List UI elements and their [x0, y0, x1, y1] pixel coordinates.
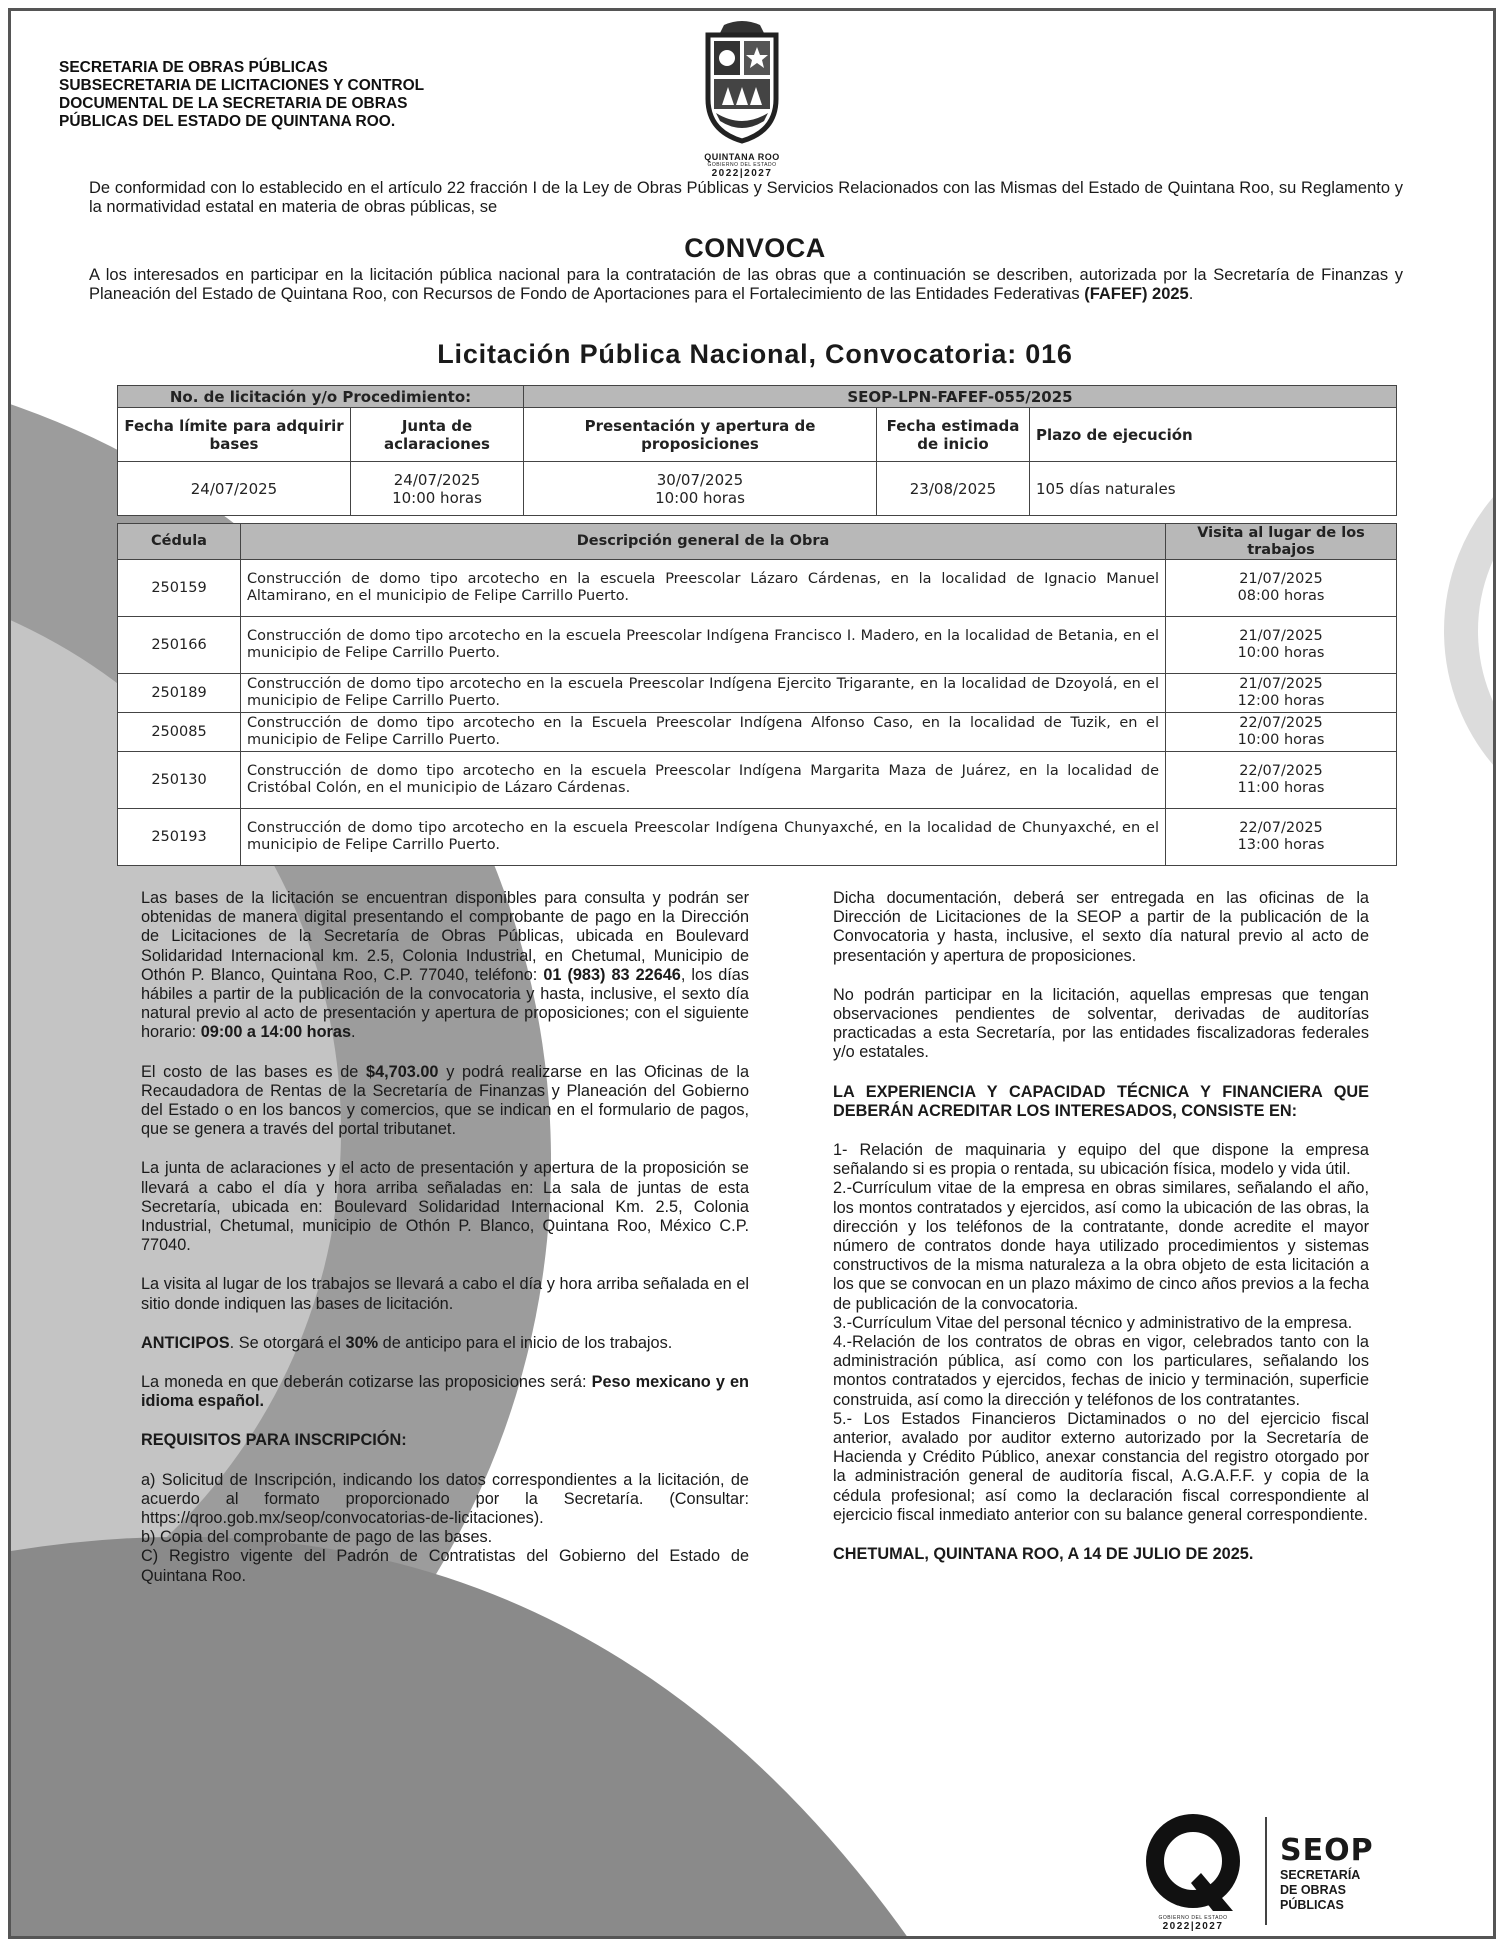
experiencia-title: [833, 1083, 1369, 1121]
visita-paragraph: La visita al lugar de los trabajos se llevará a cabo el día y hora arriba señalada en el sitio donde indiquen las bases de licitación.: [141, 1275, 749, 1313]
closing-text: CHETUMAL, QUINTANA ROO, A 14 DE JULIO DE 2025.: [833, 1545, 1254, 1564]
header-cedula: Cédula: [118, 524, 241, 560]
procedure-table: [117, 385, 1397, 516]
cost-text-cont: y podrá realizarse en las Oficinas de la Recaudadora de Rentas de la Secretaría de Finanzas y Planeación del Gobierno del Estado o en los bancos y comercios, que se indican en el formulario de pagos, que se genera a través del portal tributanet.: [141, 1062, 750, 1139]
presentacion-fecha: 30/07/2025: [656, 470, 744, 489]
header-line: SECRETARIA DE OBRAS PÚBLICAS: [59, 59, 328, 76]
visita-hora: 11:00 horas: [1237, 780, 1325, 796]
requisitos-title: [141, 1431, 749, 1450]
seop-line: SECRETARÍA: [1280, 1868, 1361, 1882]
value-fecha-inicio: 23/08/2025: [877, 462, 1030, 516]
footer-divider: [1265, 1817, 1267, 1925]
table-row: [118, 408, 1397, 462]
experiencia-title-text: LA EXPERIENCIA Y CAPACIDAD TÉCNICA Y FINANCIERA QUE DEBERÁN ACREDITAR LOS INTERESADOS, CONSISTE EN:: [833, 1082, 1369, 1120]
bases-text-cont: , los días hábiles a partir de la publicación de la convocatoria y hasta, inclusive, el sexto día natural previo al acto de presentación y apertura de proposiciones; con el siguiente horario:: [141, 965, 749, 1042]
row-descripcion: Construcción de domo tipo arcotecho en la escuela Preescolar Lázaro Cárdenas, en la localidad de Ignacio Manuel Altamirano, en el municipio de Felipe Carrillo Puerto.: [241, 560, 1166, 617]
bases-end: .: [351, 1023, 356, 1042]
junta-paragraph: La junta de aclaraciones y el acto de presentación y apertura de la proposición se llevará a cabo el día y hora arriba señaladas en: La sala de juntas de esta Secretaría, ubicada en: Boulevard Solidaridad Internacional Km. 2.5, Colonia Industrial, Chetumal, municipio de Othón P. Blanco, Quintana Roo, México C.P. 77040.: [141, 1159, 749, 1255]
table-row: [118, 617, 1397, 674]
row-visita: [1166, 617, 1397, 674]
state-crest: [694, 19, 790, 179]
intro2-fund: (FAFEF) 2025: [1084, 285, 1189, 303]
requisito-c: C) Registro vigente del Padrón de Contratistas del Gobierno del Estado de Quintana Roo.: [141, 1547, 749, 1585]
cost-paragraph: [141, 1063, 749, 1140]
intro-paragraph: De conformidad con lo establecido en el artículo 22 fracción I de la Ley de Obras Públicas y Servicios Relacionados con las Mismas del Estado de Quintana Roo, su Reglamento y la normatividad estatal en materia de obras públicas, se: [89, 179, 1403, 216]
row-descripcion: Construcción de domo tipo arcotecho en la escuela Preescolar Indígena Ejercito Trigarante, en la localidad de Dzoyolá, en el municipio de Felipe Carrillo Puerto.: [241, 674, 1166, 713]
anticipos-text-cont: de anticipo para el inicio de los trabajos.: [382, 1333, 673, 1352]
visita-hora: 10:00 horas: [1237, 645, 1325, 661]
value-junta: [351, 462, 524, 516]
row-visita: [1166, 674, 1397, 713]
row-visita: [1166, 809, 1397, 866]
crest-years: 2022|2027: [711, 168, 773, 179]
visita-fecha: 21/07/2025: [1239, 676, 1323, 692]
table-row: [118, 560, 1397, 617]
value-presentacion: [524, 462, 877, 516]
table-row: [118, 809, 1397, 866]
row-cedula: 250130: [118, 752, 241, 809]
procedure-label: No. de licitación y/o Procedimiento:: [118, 386, 524, 408]
junta-fecha: 24/07/2025: [393, 470, 481, 489]
requirement-item-5: 5.- Los Estados Financieros Dictaminados o no del ejercicio fiscal anterior, avalado por auditor externo autorizado por la Secretaría de Hacienda y Crédito Público, anexar constancia del registro otorgado por la administración general de auditoría fiscal, A.G.A.F.F. y copia de la cédula profesional; así como la declaración fiscal correspondiente al ejercicio fiscal inmediato anterior con su balance general correspondiente.: [833, 1409, 1369, 1524]
seop-brand: SEOP: [1280, 1833, 1374, 1868]
row-visita: [1166, 713, 1397, 752]
row-cedula: 250159: [118, 560, 241, 617]
visita-fecha: 21/07/2025: [1239, 571, 1323, 587]
right-column: [833, 889, 1369, 1584]
document-frame: [8, 8, 1496, 1939]
value-plazo: 105 días naturales: [1030, 462, 1397, 516]
header-line: SUBSECRETARIA DE LICITACIONES Y CONTROL: [59, 77, 425, 94]
row-descripcion: Construcción de domo tipo arcotecho en la escuela Preescolar Indígena Margarita Maza de Juárez, en la localidad de Cristóbal Colón, en el municipio de Lázaro Cárdenas.: [241, 752, 1166, 809]
visita-fecha: 22/07/2025: [1239, 763, 1323, 779]
visita-hora: 13:00 horas: [1237, 837, 1325, 853]
requisito-b: b) Copia del comprobante de pago de las bases.: [141, 1528, 493, 1547]
procedure-value: SEOP-LPN-FAFEF-055/2025: [524, 386, 1397, 408]
table-row: [118, 462, 1397, 516]
row-cedula: 250085: [118, 713, 241, 752]
convoca-heading: CONVOCA: [684, 233, 826, 263]
header-department: [59, 59, 424, 131]
left-column: [141, 889, 749, 1586]
visita-fecha: 21/07/2025: [1239, 628, 1323, 644]
header-line: PÚBLICAS DEL ESTADO DE QUINTANA ROO.: [59, 113, 396, 130]
intro2-paragraph: [89, 266, 1403, 304]
requirement-item-1: 1- Relación de maquinaria y equipo del que dispone la empresa señalando si es propia o rentada, su ubicación física, modelo y vida útil.: [833, 1141, 1369, 1179]
requirement-item-4: 4.-Relación de los contratos de obras en vigor, celebrados tanto con la administración pública, así como con los particulares, señalando los montos contratados y ejercidos, fechas de inicio y terminación, superficie construida, así como la dirección y teléfonos de los contratantes.: [833, 1333, 1369, 1409]
crest-state-name: QUINTANA ROO: [704, 152, 780, 162]
junta-hora: 10:00 horas: [392, 488, 482, 507]
row-cedula: 250189: [118, 674, 241, 713]
moneda-paragraph: [141, 1373, 749, 1411]
row-descripcion: Construcción de domo tipo arcotecho en la escuela Preescolar Indígena Chunyaxché, en la localidad de Chunyaxché, en el municipio de Felipe Carrillo Puerto.: [241, 809, 1166, 866]
intro2-text: A los interesados en participar en la licitación pública nacional para la contratación de las obras que a continuación se describen, autorizada por la Secretaría de Finanzas y Planeación del Estado de Quintana Roo, con Recursos de Fondo de Aportaciones para el Fortalecimiento de las Entidades Federativas: [89, 266, 1403, 303]
bases-text: Las bases de la licitación se encuentran disponibles para consulta y podrán ser obtenidas de manera digital presentando el comprobante de pago en la Dirección de Licitaciones de la Secretaría de Obras Públicas, ubicada en Boulevard Solidaridad Internacional km. 2.5, Colonia Industrial, en Chetumal, Municipio de Othón P. Blanco, Quintana Roo, C.P. 77040, teléfono:: [141, 889, 749, 984]
header-presentacion: Presentación y apertura de proposiciones: [524, 408, 877, 462]
gov-subtitle: GOBIERNO DEL ESTADO: [1158, 1915, 1228, 1921]
header-line: DOCUMENTAL DE LA SECRETARIA DE OBRAS: [59, 95, 408, 112]
anticipos-text: . Se otorgará el: [229, 1333, 341, 1352]
anticipos-label: ANTICIPOS: [141, 1333, 230, 1352]
visita-hora: 10:00 horas: [1237, 732, 1325, 748]
header-plazo: Plazo de ejecución: [1030, 408, 1397, 462]
visita-fecha: 22/07/2025: [1239, 715, 1323, 731]
row-cedula: 250166: [118, 617, 241, 674]
row-visita: [1166, 752, 1397, 809]
documentacion-paragraph: Dicha documentación, deberá ser entregada en las oficinas de la Dirección de Licitaciones de la SEOP a partir de la publicación de la Convocatoria y hasta, inclusive, el sexto día natural previo al acto de presentación y apertura de proposiciones.: [833, 889, 1369, 965]
table-row: [118, 386, 1397, 408]
cost-amount: $4,703.00: [366, 1062, 439, 1081]
visita-hora: 08:00 horas: [1237, 588, 1325, 604]
requisito-a: a) Solicitud de Inscripción, indicando los datos correspondientes a la licitación, de acuerdo al formato proporcionado por la Secretaría. (Consultar: https://qroo.gob.mx/seop/convocatorias-de-licitaciones).: [141, 1470, 749, 1528]
licitacion-title: Licitación Pública Nacional, Convocatoria: 016: [437, 339, 1073, 369]
visita-hora: 12:00 horas: [1237, 693, 1325, 709]
cost-text: El costo de las bases es de: [141, 1062, 359, 1081]
moneda-value: Peso mexicano y en idioma español.: [141, 1373, 750, 1411]
government-q-logo-icon: [1141, 1811, 1245, 1915]
seop-logo: [1280, 1833, 1374, 1913]
header-junta: Junta de aclaraciones: [351, 408, 524, 462]
header-descripcion: Descripción general de la Obra: [241, 524, 1166, 560]
visita-fecha: 22/07/2025: [1239, 820, 1323, 836]
table-row: [118, 713, 1397, 752]
anticipo-percent: 30%: [345, 1333, 379, 1352]
requirement-item-3: 3.-Currículum Vitae del personal técnico y administrativo de la empresa.: [833, 1313, 1353, 1332]
intro2-end: .: [1188, 285, 1194, 303]
requisitos-title-text: REQUISITOS PARA INSCRIPCIÓN:: [141, 1431, 407, 1450]
table-row: [118, 524, 1397, 560]
requirement-item-2: 2.-Currículum vitae de la empresa en obras similares, señalando el año, los montos contratados y ejercidos, así como la ubicación de las obras, la dirección y los teléfonos de la contratante, donde acredite el mayor número de contratos donde haya utilizado procedimientos y sistemas constructivos de la misma naturaleza a la obra objeto de esta licitación a los que se convocan en un plazo máximo de cinco años previos a la fecha de publicación de la convocatoria.: [833, 1179, 1369, 1313]
gov-years: 2022|2027: [1162, 1921, 1224, 1932]
row-cedula: 250193: [118, 809, 241, 866]
seop-line: PÚBLICAS: [1280, 1898, 1344, 1912]
seop-line: DE OBRAS: [1280, 1883, 1346, 1897]
government-footer-years: [1150, 1915, 1236, 1932]
table-row: [118, 752, 1397, 809]
moneda-text: La moneda en que deberán cotizarse las proposiciones será:: [141, 1373, 587, 1392]
header-visita: Visita al lugar de los trabajos: [1166, 524, 1397, 560]
restriccion-paragraph: No podrán participar en la licitación, aquellas empresas que tengan observaciones pendientes de solventar, derivadas de auditorías practicadas a esta Secretaría, por las entidades fiscalizadoras federales y/o estatales.: [833, 985, 1369, 1062]
closing-line: [833, 1545, 1369, 1564]
value-fecha-limite: 24/07/2025: [118, 462, 351, 516]
office-hours: 09:00 a 14:00 horas: [200, 1023, 351, 1042]
crest-shield-icon: [694, 19, 790, 147]
anticipos-paragraph: [141, 1334, 749, 1353]
row-descripcion: Construcción de domo tipo arcotecho en la escuela Preescolar Indígena Francisco I. Madero, en la localidad de Betania, en el municipio de Felipe Carrillo Puerto.: [241, 617, 1166, 674]
crest-subtitle: GOBIERNO DEL ESTADO: [707, 162, 777, 168]
row-visita: [1166, 560, 1397, 617]
bases-paragraph: [141, 889, 749, 1043]
table-row: [118, 674, 1397, 713]
header-fecha-limite: Fecha límite para adquirir bases: [118, 408, 351, 462]
presentacion-hora: 10:00 horas: [655, 488, 745, 507]
phone-number: 01 (983) 83 22646: [543, 965, 681, 984]
header-fecha-inicio: Fecha estimada de inicio: [877, 408, 1030, 462]
row-descripcion: Construcción de domo tipo arcotecho en la Escuela Preescolar Indígena Alfonso Caso, en la localidad de Tuzik, en el municipio de Felipe Carrillo Puerto.: [241, 713, 1166, 752]
works-table: [117, 523, 1397, 866]
